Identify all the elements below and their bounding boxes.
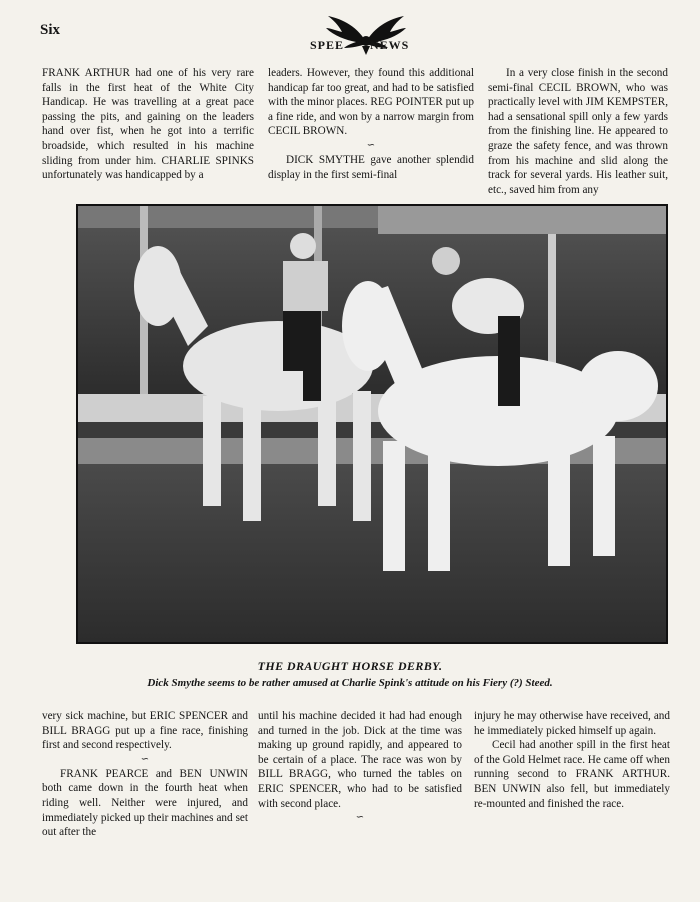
section-separator: ∽ bbox=[355, 812, 365, 824]
paragraph: injury he may otherwise have received, and he immediately picked himself up again. bbox=[474, 710, 670, 737]
section-separator: ∽ bbox=[140, 753, 150, 765]
paragraph: until his machine decided it had had enough and turned in the job. Dick at the time was making up ground rapidly, and appeared to be certain of a place. The race was won by BILL BRAGG, who turned the tables on ERIC SPENCER, who had to be satisfied with second place. bbox=[258, 710, 462, 810]
page-number: Six bbox=[40, 22, 61, 38]
paragraph: FRANK PEARCE and BEN UNWIN both came down in the fourth heat when riding well. Neither were injured, and immediately picked up their machines and set out after the bbox=[42, 767, 248, 839]
paragraph: In a very close finish in the second semi-final CECIL BROWN, who was practically level with JIM KEMPSTER, had a sensational spill only a few yards from the finishing line. He appeared to graze the safety fence, and was thrown from his machine and slid along the track for several yards. His leather suit, etc., saved him from any bbox=[488, 67, 668, 196]
paragraph: very sick machine, but ERIC SPENCER and BILL BRAGG put up a fine race, finishing first and second respectively. bbox=[42, 710, 248, 752]
draught-horse-photo bbox=[76, 204, 668, 644]
paragraph: Cecil had another spill in the first heat of the Gold Helmet race. He came off when running second to FRANK ARTHUR. BEN UNWIN also fell, but immediately re-mounted and finished the race. bbox=[474, 739, 670, 810]
masthead-title-left: SPEE bbox=[310, 38, 345, 52]
photo-caption: Dick Smythe seems to be rather amused at Charlie Spink's attitude on his Fiery (?) Steed. bbox=[147, 677, 553, 689]
masthead-title-right: NEWS bbox=[370, 38, 410, 52]
photo-title: THE DRAUGHT HORSE DERBY. bbox=[257, 659, 443, 673]
bottom-column-1 bbox=[42, 709, 248, 840]
paragraph: DICK SMYTHE gave another splendid display in the first semi-final bbox=[268, 153, 474, 181]
top-column-2 bbox=[268, 66, 474, 182]
masthead bbox=[290, 14, 440, 58]
paragraph: FRANK ARTHUR had one of his very rare falls in the first heat of the White City Handicap. He was travelling at a great pace passing the pits, and gaining on the leaders hand over fist, when he got into a terrific broadside, which resulted in his machine sliding from under him. CHARLIE SPINKS unfortunately was handicapped by a bbox=[42, 67, 254, 182]
top-column-1 bbox=[42, 66, 254, 183]
section-separator: ∽ bbox=[366, 139, 376, 151]
horse-race-illustration bbox=[78, 206, 666, 642]
bottom-column-2 bbox=[258, 709, 462, 825]
top-column-3 bbox=[488, 66, 668, 197]
paragraph: leaders. However, they found this additional handicap far too great, and had to be satisfied with the minor places. REG POINTER put up a fine ride, and won by a narrow margin from CECIL BROWN. bbox=[268, 67, 474, 138]
bottom-column-3 bbox=[474, 709, 670, 811]
